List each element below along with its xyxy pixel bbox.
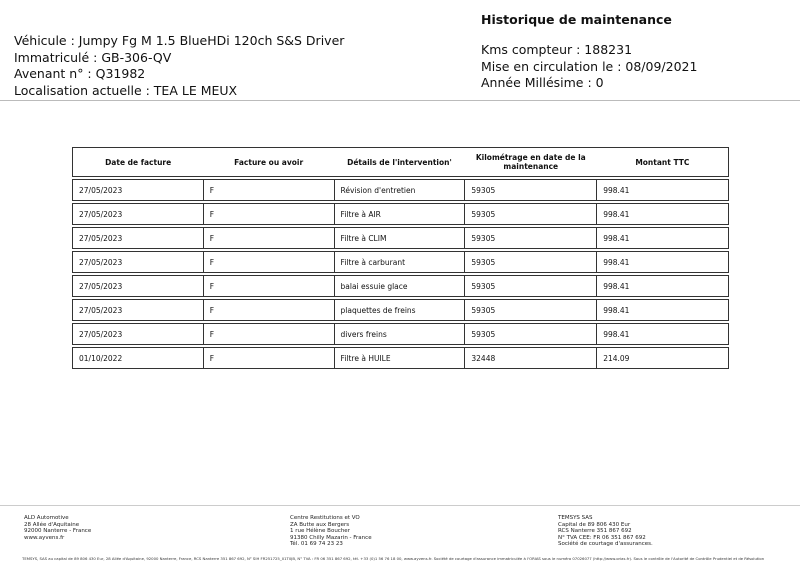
footer-line: ZA Butte aux Bergers	[290, 521, 350, 528]
cell-date: 27/05/2023	[73, 180, 204, 201]
cell-amount: 998.41	[597, 252, 729, 273]
registration-date: Mise en circulation le : 08/09/2021	[481, 58, 698, 74]
cell-details: plaquettes de freins	[334, 300, 465, 321]
footer-line: 91380 Chilly Mazarin - France	[290, 534, 372, 541]
cell-details: Filtre à carburant	[334, 252, 465, 273]
cell-date: 27/05/2023	[73, 228, 204, 249]
cell-amount: 998.41	[597, 300, 729, 321]
cell-mileage: 59305	[465, 324, 597, 345]
table-row	[73, 252, 729, 273]
cell-date: 27/05/2023	[73, 252, 204, 273]
vehicle-summary	[481, 42, 697, 92]
model-year: Année Millésime : 0	[481, 75, 604, 90]
cell-amount: 214.09	[597, 348, 729, 369]
cell-mileage: 32448	[465, 348, 597, 369]
header-type: Facture ou avoir	[203, 148, 334, 177]
cell-amount: 998.41	[597, 180, 729, 201]
cell-type: F	[203, 204, 334, 225]
header-divider	[0, 100, 800, 101]
cell-mileage: 59305	[465, 252, 597, 273]
table-header-row	[73, 148, 729, 177]
cell-details: divers freins	[334, 324, 465, 345]
cell-details: Filtre à CLIM	[334, 228, 465, 249]
vehicle-contract: Avenant n° : Q31982	[14, 66, 146, 81]
cell-amount: 998.41	[597, 324, 729, 345]
footer-line: Centre Restitutions et VO	[290, 515, 360, 521]
cell-amount: 998.41	[597, 276, 729, 297]
cell-mileage: 59305	[465, 228, 597, 249]
cell-type: F	[203, 300, 334, 321]
footer-divider	[0, 505, 800, 506]
cell-details: balai essuie glace	[334, 276, 465, 297]
footer-line: 92000 Nanterre - France	[24, 528, 92, 534]
footer-line: ALD Automotive	[24, 515, 69, 521]
table-row	[73, 180, 729, 201]
cell-date: 27/05/2023	[73, 276, 204, 297]
cell-amount: 998.41	[597, 228, 729, 249]
footer-company	[24, 515, 91, 541]
footer-returns-center	[290, 515, 372, 548]
cell-type: F	[203, 252, 334, 273]
vehicle-location: Localisation actuelle : TEA LE MEUX	[14, 82, 238, 98]
vehicle-info	[14, 33, 344, 99]
cell-date: 27/05/2023	[73, 324, 204, 345]
footer-insurer	[558, 515, 653, 548]
table-row	[73, 348, 729, 369]
cell-type: F	[203, 276, 334, 297]
header-date: Date de facture	[73, 148, 204, 177]
cell-amount: 998.41	[597, 204, 729, 225]
table-row	[73, 276, 729, 297]
cell-date: 27/05/2023	[73, 300, 204, 321]
cell-mileage: 59305	[465, 300, 597, 321]
footer-line: RCS Nanterre 351 867 692	[558, 528, 632, 534]
table-row	[73, 228, 729, 249]
footer-line: N° TVA CEE: FR 06 351 867 692	[558, 534, 646, 541]
footer-line: 28 Allée d'Aquitaine	[24, 521, 80, 528]
header-details: Détails de l'intervention'	[334, 148, 465, 177]
cell-date: 27/05/2023	[73, 204, 204, 225]
cell-details: Filtre à HUILE	[334, 348, 465, 369]
footer-website: www.ayvens.fr	[24, 534, 65, 541]
footer-fine-print: TEMSYS, SAS au capital de 89 806 430 Eur, 28 Allée d'Aquitaine, 92000 Nanterre, France, RCS Nanterre 351 867 692, N° SIH FR251725_01T0JB, N° TVA : FR 06 351 867 692, tél. +33 (0)1 56 76 18 00, www.ayvens.fr. Société de courtage d'assurance immatriculée à l'ORIAS sous le numéro 07026077 (http://www.orias.fr). Sous le contrôle de l'Autorité de Contrôle Prudentiel et de Résolution	[22, 557, 765, 561]
odometer: Kms compteur : 188231	[481, 42, 633, 57]
cell-date: 01/10/2022	[73, 348, 204, 369]
cell-type: F	[203, 228, 334, 249]
cell-type: F	[203, 324, 334, 345]
footer-line: 1 rue Hélène Boucher	[290, 528, 350, 534]
cell-details: Filtre à AIR	[334, 204, 465, 225]
document-title: Historique de maintenance	[481, 12, 672, 27]
table-row	[73, 204, 729, 225]
cell-mileage: 59305	[465, 276, 597, 297]
cell-details: Révision d'entretien	[334, 180, 465, 201]
footer-line: Tél. 01 69 74 23 23	[290, 541, 343, 547]
cell-type: F	[203, 348, 334, 369]
cell-type: F	[203, 180, 334, 201]
vehicle-registration: Immatriculé : GB-306-QV	[14, 49, 172, 65]
cell-mileage: 59305	[465, 204, 597, 225]
cell-mileage: 59305	[465, 180, 597, 201]
header-amount: Montant TTC	[597, 148, 729, 177]
footer-line: Société de courtage d'assurances.	[558, 541, 653, 547]
footer-line: Capital de 89 806 430 Eur	[558, 521, 631, 528]
footer-line: TEMSYS SAS	[558, 515, 593, 521]
maintenance-table	[72, 147, 729, 369]
table-row	[73, 324, 729, 345]
vehicle-model: Véhicule : Jumpy Fg M 1.5 BlueHDi 120ch S&S Driver	[14, 33, 345, 48]
header-mileage: Kilométrage en date de la maintenance	[465, 148, 597, 177]
table-row	[73, 300, 729, 321]
